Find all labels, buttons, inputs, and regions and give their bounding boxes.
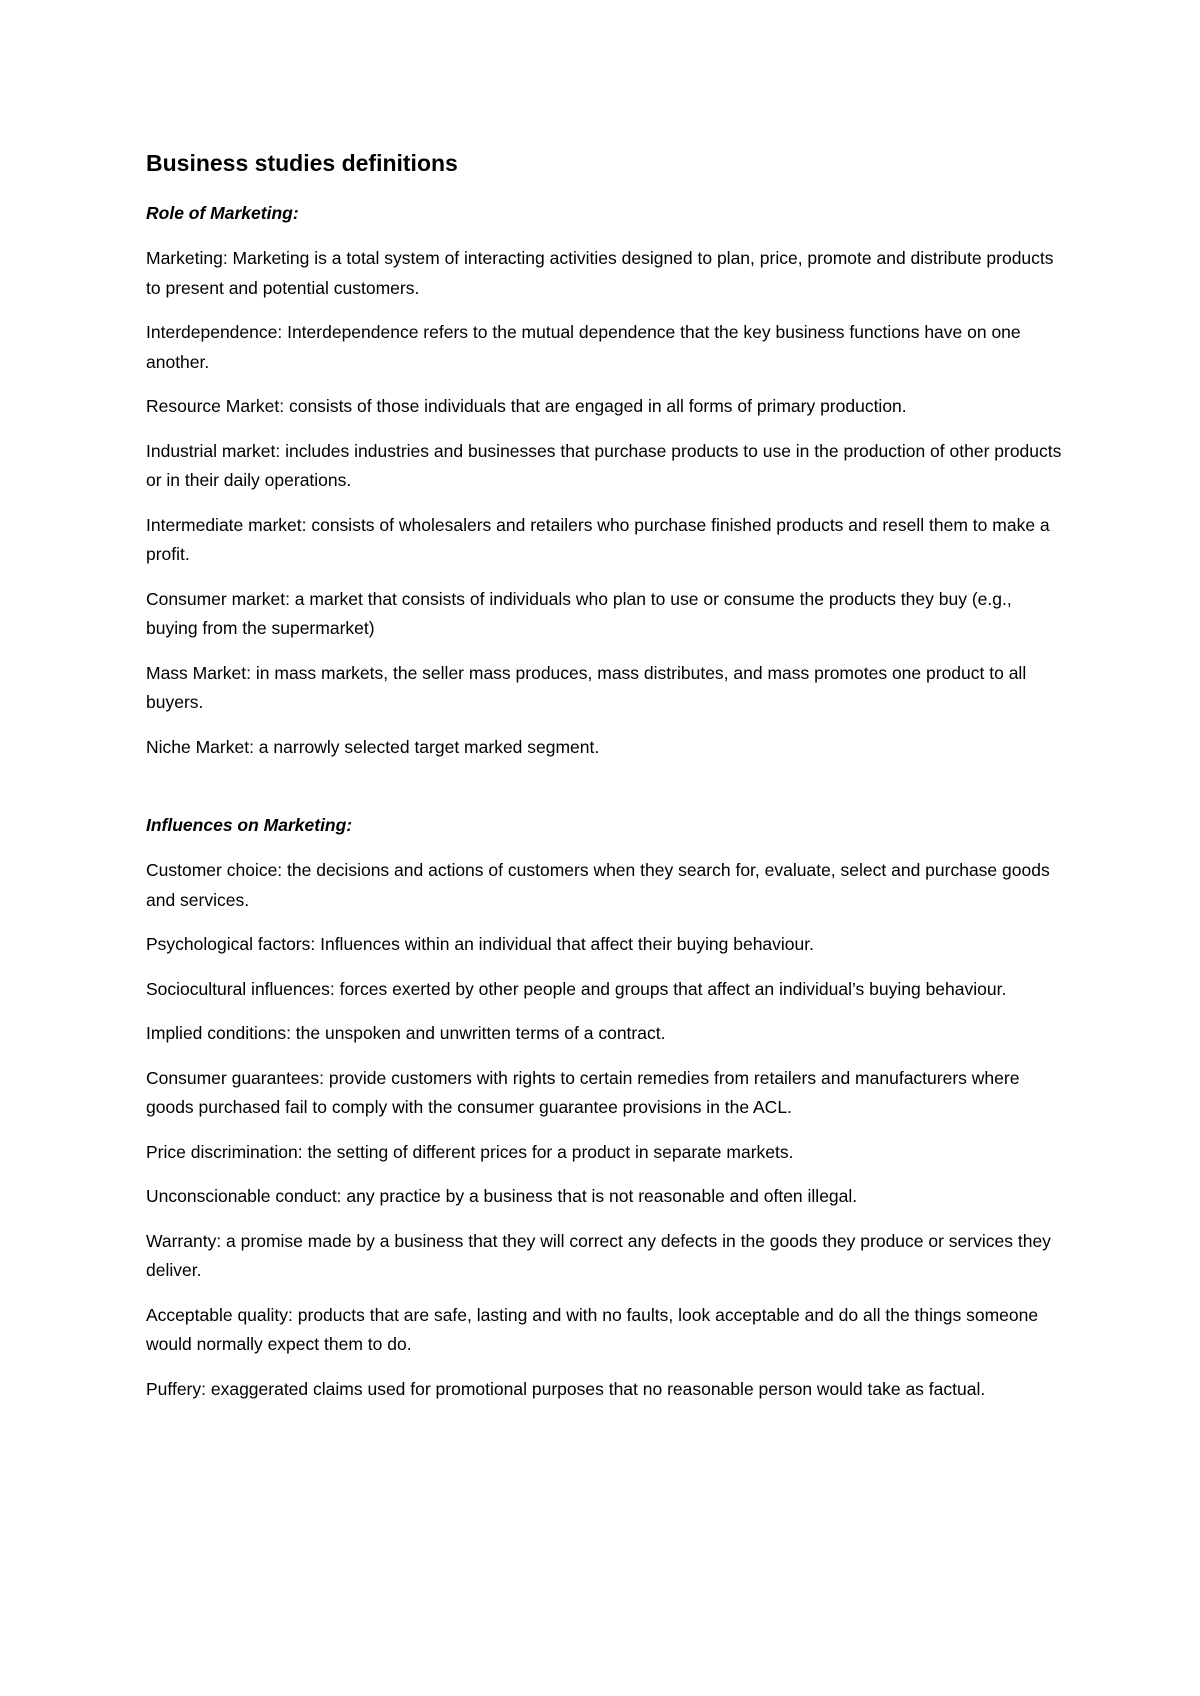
definition-customer-choice: Customer choice: the decisions and actions of customers when they search for, evaluate, select and purchase goods and services. bbox=[146, 860, 1050, 910]
definition-price-discrimination: Price discrimination: the setting of different prices for a product in separate markets. bbox=[146, 1141, 794, 1162]
document-title: Business studies definitions bbox=[146, 150, 458, 176]
definition-mass-market: Mass Market: in mass markets, the seller mass produces, mass distributes, and mass promotes one product to all buyers. bbox=[146, 662, 1027, 712]
definition-psychological-factors: Psychological factors: Influences within an individual that affect their buying behaviour. bbox=[146, 934, 814, 954]
document-page bbox=[146, 148, 1066, 1419]
section-role-of-marketing bbox=[146, 200, 1066, 762]
definition-puffery: Puffery: exaggerated claims used for promotional purposes that no reasonable person would take as factual. bbox=[146, 1378, 986, 1399]
definition-consumer-guarantees: Consumer guarantees: provide customers with rights to certain remedies from retailers and manufacturers where goods purchased fail to comply with the consumer guarantee provisions in the ACL. bbox=[146, 1067, 1020, 1117]
definition-resource-market: Resource Market: consists of those individuals that are engaged in all forms of primary production. bbox=[146, 396, 907, 416]
definition-implied-conditions: Implied conditions: the unspoken and unwritten terms of a contract. bbox=[146, 1023, 666, 1043]
definition-niche-market: Niche Market: a narrowly selected target marked segment. bbox=[146, 736, 600, 757]
definition-consumer-market: Consumer market: a market that consists of individuals who plan to use or consume the products they buy (e.g., buying from the supermarket) bbox=[146, 588, 1012, 638]
section-heading: Role of Marketing: bbox=[146, 203, 299, 223]
definition-interdependence: Interdependence: Interdependence refers to the mutual dependence that the key business functions have on one another. bbox=[146, 322, 1021, 372]
definition-warranty: Warranty: a promise made by a business that they will correct any defects in the goods they produce or services they deliver. bbox=[146, 1230, 1051, 1280]
definition-industrial-market: Industrial market: includes industries and businesses that purchase products to use in the production of other products or in their daily operations. bbox=[146, 440, 1062, 490]
section-heading: Influences on Marketing: bbox=[146, 815, 353, 835]
definition-sociocultural-influences: Sociocultural influences: forces exerted by other people and groups that affect an individual’s buying behaviour. bbox=[146, 978, 1007, 999]
definition-intermediate-market: Intermediate market: consists of wholesalers and retailers who purchase finished products and resell them to make a profit. bbox=[146, 514, 1050, 564]
definition-unconscionable-conduct: Unconscionable conduct: any practice by a business that is not reasonable and often illegal. bbox=[146, 1186, 858, 1206]
definition-acceptable-quality: Acceptable quality: products that are safe, lasting and with no faults, look acceptable and do all the things someone would normally expect them to do. bbox=[146, 1304, 1039, 1354]
definition-marketing: Marketing: Marketing is a total system of interacting activities designed to plan, price, promote and distribute products to present and potential customers. bbox=[146, 248, 1054, 298]
section-influences-on-marketing bbox=[146, 812, 1066, 1404]
